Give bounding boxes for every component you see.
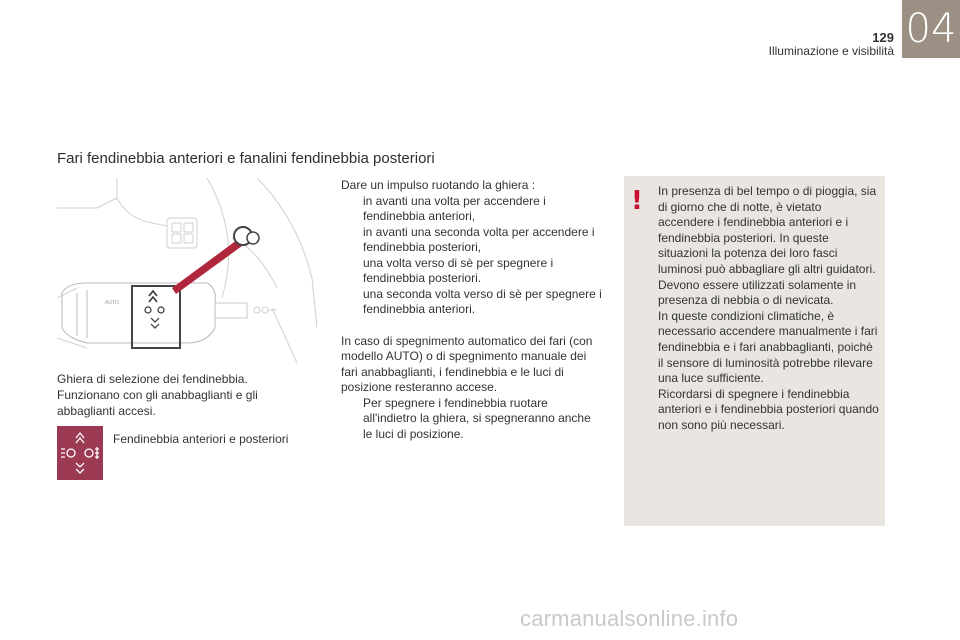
illustration-caption: Ghiera di selezione dei fendinebbia. Funzionano con gli anabbaglianti e gli abbaglianti accesi. <box>57 372 258 418</box>
list-item: in avanti una seconda volta per accendere i fendinebbia posteriori, <box>363 224 595 254</box>
fog-lights-icon <box>57 426 103 480</box>
fog-light-stalk-illustration <box>57 178 317 363</box>
auto-label: AUTO <box>105 300 119 306</box>
auto-off-paragraph: In caso di spegnimento automatico dei fari (con modello AUTO) o di spegnimento manuale dei fari anabbaglianti, i fendinebbia e le luci di posizione resteranno accese. <box>341 333 593 394</box>
icon-label: Fendinebbia anteriori e posteriori <box>113 432 289 446</box>
warning-text: In presenza di bel tempo o di pioggia, sia di giorno che di notte, è vietato accendere i fendinebbia anteriori e i fendinebbia posteriori. In queste situazioni la potenza dei loro fasci luminosi può abbagliare gli altri guidatori. Devono essere utilizzati solamente in presenza di nebbia o di nevicata. In queste condizioni climatiche, è necessario accendere manualmente i fari fendinebbia e i fari anabbaglianti, poichè il sensore di luminosità potrebbe rilevare una luce sufficiente. Ricordarsi di spegnere i fendinebbia anteriori e i fendinebbia posteriori quando non sono più necessari. <box>658 184 879 432</box>
instructions-intro: Dare un impulso ruotando la ghiera : <box>341 178 536 192</box>
watermark: carmanualsonline.info <box>520 606 739 631</box>
list-item: una volta verso di sè per spegnere i fendinebbia posteriori. <box>363 255 554 285</box>
warning-icon: ! <box>631 186 643 216</box>
chapter-title: Illuminazione e visibilità <box>768 44 894 58</box>
list-item: in avanti una volta per accendere i fendinebbia anteriori, <box>363 193 546 223</box>
instructions-column <box>341 178 603 442</box>
list-item: una seconda volta verso di sè per spegnere i fendinebbia anteriori. <box>363 286 602 316</box>
section-title: Fari fendinebbia anteriori e fanalini fendinebbia posteriori <box>57 150 435 167</box>
list-item: Per spegnere i fendinebbia ruotare all'indietro la ghiera, si spegneranno anche le luci di posizione. <box>363 395 591 441</box>
page-number: 129 <box>872 30 894 45</box>
chapter-number-badge: 04 <box>902 0 960 58</box>
